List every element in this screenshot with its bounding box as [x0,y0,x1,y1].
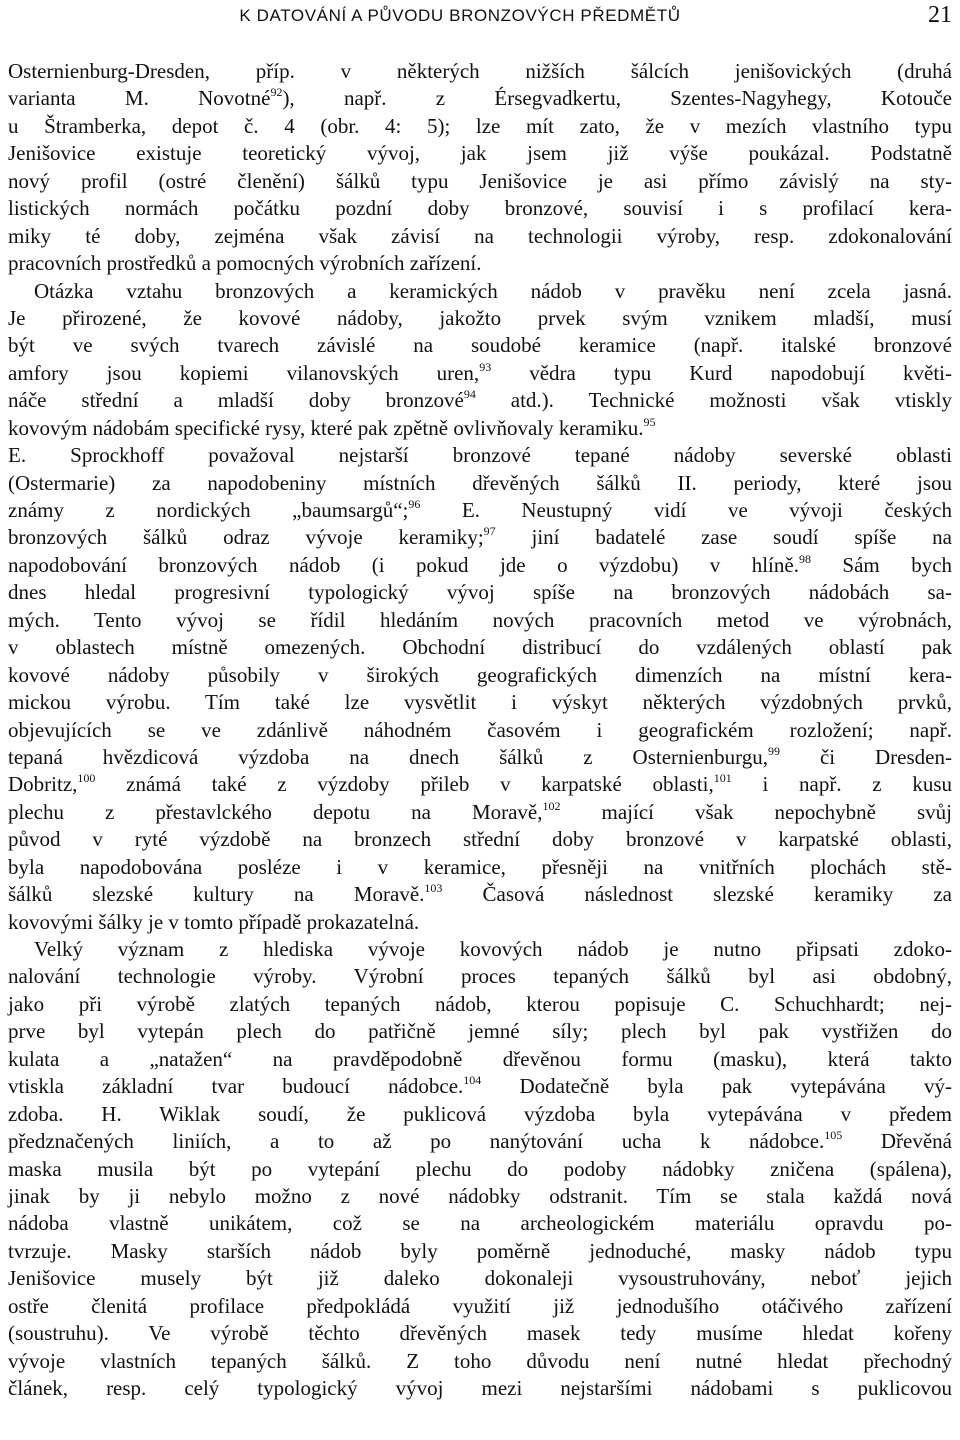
text-segment: Časová následnost slezské keramiky za [442,882,952,907]
text-line [8,415,952,442]
text-line [8,470,952,497]
text-line [8,552,952,579]
text-line [8,881,952,908]
text-segment: Dřevěná [842,1129,952,1154]
text-line [8,854,952,881]
text-segment: varianta M. Novotné [8,86,271,111]
text-segment: (Ostermarie) za napodobeniny místních dřevěných šálků II. periody, které jsou [8,470,952,495]
text-segment: kovovým nádobám specifické rysy, které pak zpětně ovlivňovaly keramiku. [8,415,644,440]
text-line [8,799,952,826]
footnote-ref: 94 [463,387,476,402]
text-line [8,360,952,387]
text-segment: Osternienburg-Dresden, příp. v některých nižších šálcích jenišovických (druhá [8,59,952,83]
text-segment: E. Sprockhoff považoval nejstarší bronzové tepané nádoby severské oblasti [8,443,952,468]
text-line [8,717,952,744]
footnote-ref: 97 [483,524,496,539]
text-line [8,1238,952,1265]
text-line [8,442,952,469]
page-header [8,2,952,34]
text-line [8,168,952,195]
text-line [8,1156,952,1183]
text-segment: pracovních prostředků a pomocných výrobních zařízení. [8,251,482,276]
text-segment: nádoba vlastně unikátem, což se na archeologickém materiálu opravdu po- [8,1211,952,1236]
text-line [8,1293,952,1320]
text-line [8,332,952,359]
text-segment: Jenišovice existuje teoretický vývoj, jak jsem již výše poukázal. Podstatně [8,141,952,166]
text-line [8,909,952,936]
text-segment: E. Neustupný vidí ve vývoji českých [420,498,952,522]
text-segment: šálků slezské kultury na Moravě. [8,882,425,907]
text-line [8,1265,952,1292]
footnote-ref: 104 [463,1073,482,1088]
text-segment: ), např. z Érsegvadkertu, Szentes-Nagyhegy, Kotouče [282,86,952,111]
text-segment: u Štramberka, depot č. 4 (obr. 4: 5); lze mít zato, že v mezích vlastního typu [8,113,952,138]
text-line [8,113,952,140]
text-line [8,524,952,551]
text-line [8,1018,952,1045]
text-segment: Velký význam z hlediska vývoje kovových nádob je nutno připsati zdoko- [34,937,952,961]
text-line [8,579,952,606]
body-text [8,58,952,1402]
text-segment: miky té doby, zejména však závisí na technologii výroby, resp. zdokonalování [8,223,952,248]
text-segment: mých. Tento vývoj se řídil hledáním nových pracovních metod ve výrobnách, [8,607,952,632]
text-segment: vědra typu Kurd napodobují květi- [491,360,952,385]
text-line [8,195,952,222]
text-segment: nový profil (ostré členění) šálků typu Jenišovice je asi přímo závislý na sty- [8,168,952,193]
text-line [8,223,952,250]
text-line [8,1128,952,1155]
text-line [8,387,952,414]
text-segment: i např. z kusu [731,772,952,797]
footnote-ref: 101 [713,771,732,786]
text-segment: listických normách počátku pozdní doby bronzové, souvisí i s profilací kera- [8,196,952,221]
text-segment: vtiskla základní tvar budoucí nádobce. [8,1074,464,1099]
text-segment: atd.). Technické možnosti však vtiskly [475,388,952,413]
text-segment: být ve svých tvarech závislé na soudobé keramice (např. italské bronzové [8,333,952,358]
text-line [8,1183,952,1210]
text-segment: Sám bych [810,552,953,577]
text-segment: či Dresden- [780,744,952,769]
text-line [8,1320,952,1347]
page-number: 21 [928,2,952,28]
text-line [8,991,952,1018]
text-line [8,1101,952,1128]
text-segment: byla napodobována posléze i v keramice, přesněji na vnitřních plochách stě- [8,854,952,879]
text-segment: bronzových šálků odraz vývoje keramiky; [8,525,484,550]
text-segment: známy z nordických „baumsargů“; [8,498,409,522]
text-segment: mickou výrobu. Tím také lze vysvětlit i výskyt některých výzdobných prvků, [8,690,952,715]
footnote-ref: 105 [824,1128,843,1143]
text-line [8,1073,952,1100]
text-line [8,497,952,524]
text-segment: (soustruhu). Ve výrobě těchto dřevěných masek tedy musíme hledat kořeny [8,1321,952,1346]
footnote-ref: 92 [270,85,283,100]
footnote-ref: 95 [643,414,656,429]
text-line [8,936,952,963]
text-line [8,963,952,990]
text-segment: tvrzuje. Masky starších nádob byly poměrně jednoduché, masky nádob typu [8,1238,952,1263]
text-line [8,1210,952,1237]
text-line [8,607,952,634]
text-segment: Dobritz, [8,772,78,797]
text-segment: vývoje vlastních tepaných šálků. Z toho důvodu není nutné hledat přechodný [8,1348,952,1373]
text-line [8,250,952,277]
text-line [8,744,952,771]
footnote-ref: 99 [768,743,781,758]
text-segment: kovovými šálky je v tomto případě prokazatelná. [8,909,420,934]
text-segment: tepaná hvězdicová výzdoba na dnech šálků z Osternienburgu, [8,744,769,769]
footnote-ref: 93 [479,359,492,374]
text-line [8,1046,952,1073]
text-segment: kovové nádoby působily v širokých geografických dimenzích na místní kera- [8,662,952,687]
text-segment: článek, resp. celý typologický vývoj mezi nejstaršími nádobami s puklicovou [8,1376,952,1400]
text-line [8,278,952,305]
text-segment: známá také z výzdoby přileb v karpatské oblasti, [95,772,714,797]
text-line [8,689,952,716]
text-line [8,634,952,661]
text-segment: Jenišovice musely být již daleko dokonaleji vysoustruhovány, neboť jejich [8,1266,952,1291]
text-segment: náče střední a mladší doby bronzové [8,388,464,413]
footnote-ref: 100 [77,771,96,786]
text-segment: zdoba. H. Wiklak soudí, že puklicová výzdoba byla vytepávána v předem [8,1101,952,1126]
text-line [8,305,952,332]
text-segment: maska musila být po vytepání plechu do podoby nádobky zničena (spálena), [8,1156,952,1181]
footnote-ref: 98 [798,551,811,566]
text-segment: dnes hledal progresivní typologický vývoj spíše na bronzových nádobách sa- [8,580,952,605]
running-title: K DATOVÁNÍ A PŮVODU BRONZOVÝCH PŘEDMĚTŮ [239,6,681,25]
text-line [8,662,952,689]
text-line [8,1375,952,1402]
text-segment: ostře členitá profilace předpokládá využití již jednodušího otáčivého zařízení [8,1293,952,1318]
text-line [8,771,952,798]
text-segment: jiní badatelé zase soudí spíše na [495,525,953,550]
footnote-ref: 102 [542,798,561,813]
text-segment: v oblastech místně omezených. Obchodní distribucí do vzdálených oblastí pak [8,635,952,660]
text-segment: napodobování bronzových nádob (i pokud jde o výzdobu) v hlíně. [8,552,799,577]
text-segment: jinak by ji nebylo možno z nové nádobky odstranit. Tím se stala každá nová [8,1183,952,1208]
text-segment: jako při výrobě zlatých tepaných nádob, kterou popisuje C. Schuchhardt; nej- [8,991,952,1016]
text-line [8,85,952,112]
text-segment: plechu z přestavlckého depotu na Moravě, [8,799,543,824]
text-segment: původ v ryté výzdobě na bronzech střední doby bronzové v karpatské oblasti, [8,827,952,852]
text-segment: kulata a „natažen“ na pravděpodobně dřevěnou formu (masku), která takto [8,1046,952,1071]
text-segment: předznačených liniích, a to až po nanýtování ucha k nádobce. [8,1129,825,1154]
text-segment: prve byl vytepán plech do patřičně jemné síly; plech byl pak vystřižen do [8,1019,952,1044]
text-segment: Je přirozené, že kovové nádoby, jakožto prvek svým vznikem mladší, musí [8,305,952,330]
text-segment: mající však nepochybně svůj [560,799,952,824]
text-line [8,1348,952,1375]
text-segment: objevujících se ve zdánlivě náhodném časovém i geografickém rozložení; např. [8,717,952,742]
text-segment: Dodatečně byla pak vytepávána vý- [481,1074,952,1099]
text-line [8,826,952,853]
text-line [8,140,952,167]
footnote-ref: 96 [408,497,421,511]
footnote-ref: 103 [424,881,443,896]
text-line [8,58,952,85]
text-segment: nalování technologie výroby. Výrobní proces tepaných šálků byl asi obdobný, [8,964,952,989]
text-segment: amfory jsou kopiemi vilanovských uren, [8,360,480,385]
text-segment: Otázka vztahu bronzových a keramických nádob v pravěku není zcela jasná. [34,278,952,303]
